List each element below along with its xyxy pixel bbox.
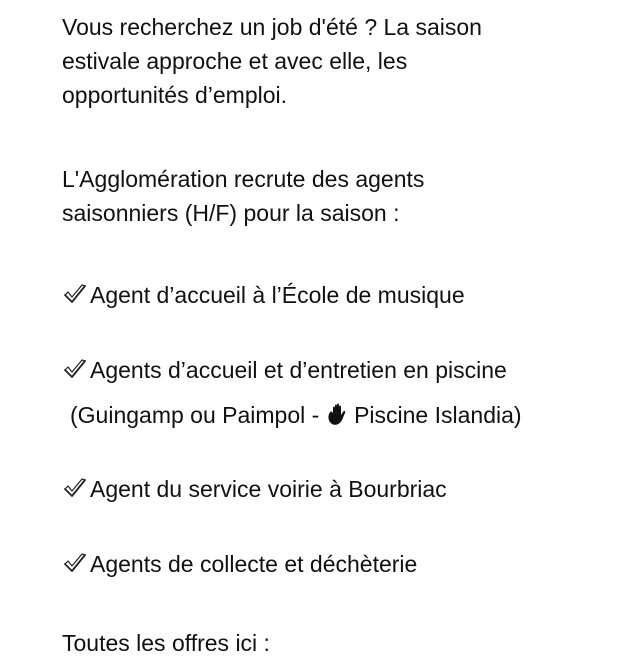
job-detail-prefix: (Guingamp ou Paimpol - xyxy=(70,402,326,428)
job-item-4 xyxy=(62,547,417,584)
footer-text: Toutes les offres ici : xyxy=(62,630,270,656)
check-mark-icon xyxy=(62,550,90,584)
job-label-2: Agents d’accueil et d’entretien en piscine xyxy=(90,357,507,383)
intro-line-1: Vous recherchez un job d'été ? La saison xyxy=(62,14,482,40)
recruit-paragraph xyxy=(62,162,424,230)
check-mark-icon xyxy=(62,356,90,390)
intro-line-3: opportunités d’emploi. xyxy=(62,82,288,108)
recruit-line-2: saisonniers (H/F) pour la saison : xyxy=(62,200,400,226)
job-item-3 xyxy=(62,472,447,509)
job-label-3: Agent du service voirie à Bourbriac xyxy=(90,476,447,502)
job-item-1 xyxy=(62,278,465,315)
intro-line-2: estivale approche et avec elle, les xyxy=(62,48,408,74)
job-item-2 xyxy=(62,353,522,435)
check-mark-icon xyxy=(62,281,90,315)
job-label-1: Agent d’accueil à l’École de musique xyxy=(90,282,465,308)
recruit-line-1: L'Agglomération recrute des agents xyxy=(62,166,425,192)
job-label-4: Agents de collecte et déchèterie xyxy=(90,551,418,577)
intro-paragraph xyxy=(62,10,482,112)
check-mark-icon xyxy=(62,475,90,509)
footer-partial-line xyxy=(62,626,270,660)
waving-hand-icon xyxy=(326,401,348,435)
job-detail-suffix: Piscine Islandia) xyxy=(347,402,522,428)
